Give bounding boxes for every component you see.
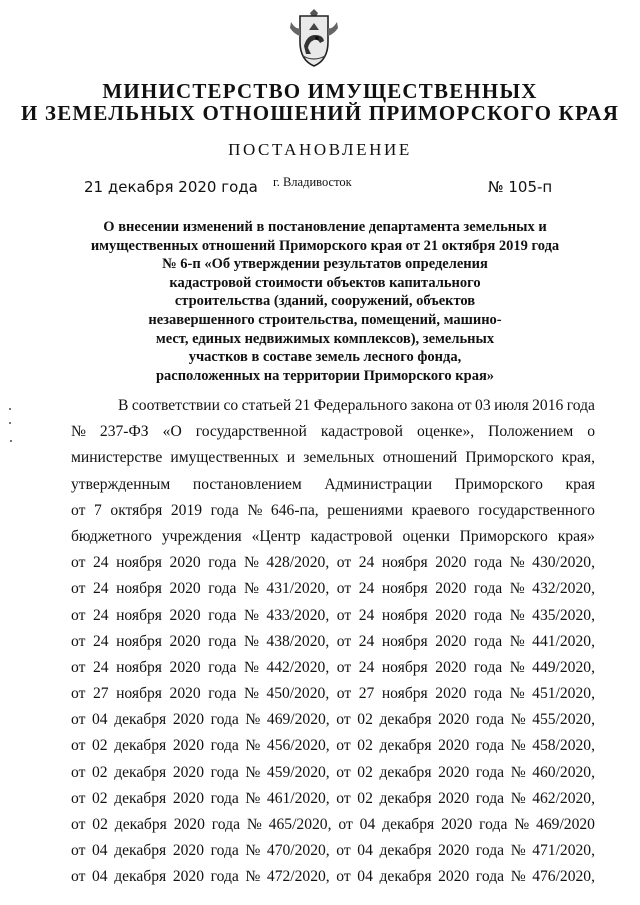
body-word: 21	[294, 397, 311, 414]
body-word: 24	[358, 580, 375, 598]
body-word: государственной	[195, 423, 307, 441]
title-line: кадастровой стоимости объектов капитального	[169, 274, 481, 291]
body-word: постановлением	[192, 475, 302, 493]
body-word: 2020	[172, 763, 204, 781]
body-word: 24	[358, 658, 375, 676]
body-word: №	[245, 711, 261, 729]
body-word: 02	[92, 737, 108, 755]
body-word: 449/2020,	[532, 658, 595, 676]
body-word: №	[243, 554, 259, 572]
body-word: №	[510, 842, 526, 860]
body-line	[71, 681, 595, 707]
body-word: земельных	[303, 449, 375, 467]
body-word: №	[245, 842, 261, 860]
body-line	[71, 838, 595, 864]
body-word: кадастровой	[320, 423, 403, 441]
body-word: №	[243, 580, 259, 598]
body-word: 2020	[438, 789, 470, 807]
body-word: декабря	[382, 816, 435, 833]
body-word: №	[247, 501, 263, 519]
body-word: 2020	[169, 685, 201, 703]
body-word: ноября	[381, 658, 428, 676]
body-word: о	[587, 423, 595, 441]
body-word: №	[514, 816, 530, 833]
body-word: 04	[92, 842, 108, 860]
body-word: 2020	[435, 606, 467, 624]
body-word: соответствии	[131, 397, 220, 414]
body-word: №	[510, 763, 526, 781]
body-word: 469/2020	[536, 816, 595, 833]
body-word: 461/2020,	[266, 789, 330, 807]
body-word: статьей	[241, 397, 292, 414]
body-word: ноября	[381, 554, 428, 572]
body-line	[71, 550, 595, 576]
body-word: от	[336, 658, 352, 676]
body-word: ноября	[116, 580, 162, 598]
body-word: «Центр	[251, 527, 301, 545]
body-word: 460/2020,	[532, 763, 595, 781]
body-word: 455/2020,	[532, 711, 595, 729]
body-word: от	[71, 842, 86, 860]
body-word: 02	[92, 789, 108, 807]
body-line	[71, 733, 595, 759]
body-word: года	[566, 397, 595, 414]
body-word: от	[336, 737, 351, 755]
body-word: 24	[92, 554, 109, 572]
body-word: декабря	[379, 737, 432, 755]
body-word: 24	[358, 632, 375, 650]
body-word: года	[473, 632, 503, 650]
body-word: 24	[92, 580, 109, 598]
body-word: 02	[357, 737, 373, 755]
body-word: 2020	[438, 711, 470, 729]
body-word: 431/2020,	[266, 580, 330, 598]
body-word: года	[210, 501, 239, 519]
body-word: 03	[475, 397, 491, 414]
body-word: 2020	[172, 868, 204, 886]
body-word: года	[475, 763, 505, 781]
body-word: от	[336, 606, 352, 624]
body-word: 27	[92, 685, 109, 703]
body-word: декабря	[114, 737, 167, 755]
body-word: 428/2020,	[266, 554, 330, 572]
body-word: года	[473, 606, 503, 624]
body-word: решениями	[327, 501, 403, 519]
body-word: 2020	[169, 606, 201, 624]
body-word: 04	[92, 711, 108, 729]
body-word: 432/2020,	[532, 580, 595, 598]
body-word: 2020	[169, 658, 201, 676]
body-line	[71, 812, 595, 838]
body-word: 456/2020,	[266, 737, 330, 755]
body-word: оценке»,	[416, 423, 475, 441]
body-word: 2020	[438, 868, 470, 886]
body-word: декабря	[379, 842, 432, 860]
decree-type-heading: ПОСТАНОВЛЕНИЕ	[228, 140, 412, 159]
title-line: имущественных отношений Приморского края от 21 октября 2019 года	[90, 237, 560, 254]
body-word: 2020	[441, 816, 473, 833]
body-word: от	[336, 685, 352, 703]
decree-date: 21 декабря 2020 года	[84, 178, 258, 196]
body-word: министерстве	[71, 449, 163, 467]
body-word: года	[211, 816, 240, 833]
body-word: от	[71, 580, 86, 598]
body-word: от	[71, 868, 86, 886]
body-word: краевого	[411, 501, 470, 519]
body-word: края»	[557, 527, 595, 545]
body-line	[71, 603, 595, 629]
body-word: ноября	[381, 580, 428, 598]
body-word: В	[118, 397, 129, 414]
body-line	[71, 393, 595, 419]
body-word: №	[510, 868, 526, 886]
body-word: №	[510, 711, 526, 729]
body-word: октября	[110, 501, 163, 519]
title-line: строительства (зданий, сооружений, объектов	[174, 293, 476, 310]
body-word: 2020	[169, 580, 201, 598]
title-line: незавершенного строительства, помещений, машино-	[148, 311, 502, 328]
body-word: №	[509, 554, 525, 572]
body-line	[71, 576, 595, 602]
body-word: года	[208, 580, 237, 598]
body-word: года	[473, 554, 503, 572]
body-word: 24	[92, 658, 109, 676]
body-word: Положением	[488, 423, 574, 441]
body-word: от	[71, 816, 86, 833]
body-word: года	[475, 868, 505, 886]
body-word: №	[509, 685, 525, 703]
body-word: от	[71, 632, 86, 650]
title-line: расположенных на территории Приморского края»	[155, 367, 495, 384]
body-word: от	[71, 711, 86, 729]
body-word: года	[210, 763, 239, 781]
body-word: утвержденным	[71, 475, 171, 493]
body-word: 441/2020,	[532, 632, 595, 650]
body-word: декабря	[379, 789, 432, 807]
body-word: 2020	[435, 685, 467, 703]
body-word: №	[245, 789, 261, 807]
body-word: №	[245, 737, 261, 755]
body-word: года	[475, 711, 505, 729]
body-word: ноября	[116, 632, 162, 650]
body-word: от	[71, 685, 86, 703]
body-word: 435/2020,	[532, 606, 595, 624]
body-word: имущественных	[170, 449, 279, 467]
body-word: №	[510, 737, 526, 755]
body-word: от	[336, 842, 351, 860]
body-line	[71, 524, 595, 550]
scan-speck	[10, 440, 12, 442]
body-word: 2020	[438, 737, 470, 755]
body-word: 470/2020,	[266, 842, 330, 860]
body-word: года	[208, 685, 237, 703]
body-word: Приморского	[454, 475, 543, 493]
body-word: ноября	[381, 632, 428, 650]
body-word: 2020	[435, 580, 467, 598]
body-word: 459/2020,	[266, 763, 330, 781]
body-word: и	[286, 449, 296, 467]
body-word: оценки	[402, 527, 450, 545]
body-word: №	[243, 632, 259, 650]
body-word: декабря	[114, 763, 167, 781]
body-word: 24	[358, 554, 375, 572]
decree-title	[60, 218, 590, 385]
body-word: 458/2020,	[532, 737, 595, 755]
body-word: кадастровой	[310, 527, 393, 545]
body-word: 472/2020,	[266, 868, 330, 886]
body-line	[71, 760, 595, 786]
body-word: от	[338, 816, 353, 833]
body-line	[71, 864, 595, 890]
body-word: от	[71, 789, 86, 807]
body-word: 02	[92, 763, 108, 781]
body-word: года	[210, 842, 239, 860]
body-word: со	[223, 397, 239, 414]
body-word: года	[208, 606, 237, 624]
body-word: ноября	[116, 685, 162, 703]
body-word: года	[208, 632, 237, 650]
body-word: ноября	[381, 685, 428, 703]
body-word: 430/2020,	[532, 554, 595, 572]
body-word: 24	[358, 606, 375, 624]
body-word: №	[245, 868, 261, 886]
body-word: года	[473, 685, 503, 703]
body-word: №	[243, 658, 259, 676]
body-line	[71, 786, 595, 812]
coat-of-arms-icon	[287, 8, 341, 70]
body-word: 2020	[169, 632, 201, 650]
body-word: года	[473, 580, 503, 598]
body-word: 2019	[170, 501, 203, 519]
body-word: от	[71, 763, 86, 781]
body-word: №	[71, 423, 86, 441]
body-word: 2020	[435, 658, 467, 676]
body-word: 462/2020,	[532, 789, 595, 807]
body-word: 2020	[173, 816, 205, 833]
body-word: бюджетного	[71, 527, 152, 545]
title-line: участков в составе земель лесного фонда,	[188, 349, 462, 366]
body-word: декабря	[114, 868, 167, 886]
body-word: года	[475, 842, 505, 860]
body-word: 646-па,	[270, 501, 319, 519]
body-word: года	[208, 554, 237, 572]
body-line	[71, 498, 595, 524]
body-word: от	[336, 711, 351, 729]
body-word: №	[243, 606, 259, 624]
body-word: 469/2020,	[266, 711, 330, 729]
body-line	[71, 629, 595, 655]
body-word: года	[473, 658, 503, 676]
body-word: 450/2020,	[266, 685, 330, 703]
body-word: отношений	[382, 449, 458, 467]
body-word: 04	[359, 816, 376, 833]
body-word: 2020	[438, 763, 470, 781]
body-word: 465/2020,	[268, 816, 332, 833]
ministry-name-line-2: И ЗЕМЕЛЬНЫХ ОТНОШЕНИЙ ПРИМОРСКОГО КРАЯ	[20, 101, 620, 125]
body-word: декабря	[114, 711, 167, 729]
body-word: №	[509, 632, 525, 650]
body-word: «О	[162, 423, 182, 441]
title-line: О внесении изменений в постановление департамента земельных и	[103, 219, 547, 235]
body-word: от	[336, 554, 352, 572]
body-line	[71, 419, 595, 445]
body-word: декабря	[379, 711, 432, 729]
body-word: учреждения	[161, 527, 242, 545]
body-word: года	[479, 816, 508, 833]
body-word: декабря	[114, 789, 167, 807]
body-word: от	[71, 501, 86, 519]
body-word: 24	[92, 606, 109, 624]
body-word: 2016	[532, 397, 564, 414]
body-word: года	[210, 737, 239, 755]
body-word: 433/2020,	[266, 606, 330, 624]
body-word: Приморского	[465, 449, 554, 467]
body-word: от	[71, 658, 86, 676]
body-word: года	[210, 868, 239, 886]
body-word: от	[457, 397, 472, 414]
body-word: 2020	[435, 554, 467, 572]
body-word: года	[210, 711, 239, 729]
body-word: края	[565, 475, 595, 493]
body-word: №	[245, 763, 261, 781]
body-word: Федерального	[313, 397, 408, 414]
body-word: закона	[410, 397, 454, 414]
body-word: декабря	[114, 842, 167, 860]
body-line	[71, 707, 595, 733]
body-word: №	[510, 789, 526, 807]
body-word: ноября	[381, 606, 428, 624]
body-word: 237-ФЗ	[99, 423, 149, 441]
decree-city: г. Владивосток	[273, 175, 352, 189]
scan-speck	[9, 408, 11, 410]
body-word: 02	[92, 816, 108, 833]
title-line: № 6-п «Об утверждении результатов определения	[162, 256, 488, 273]
body-word: 04	[357, 868, 373, 886]
body-word: года	[208, 658, 237, 676]
body-word: 438/2020,	[266, 632, 330, 650]
decree-number: № 105-п	[488, 178, 553, 196]
body-word: государственного	[478, 501, 595, 519]
body-word: от	[336, 632, 352, 650]
body-word: ноября	[116, 658, 162, 676]
body-word: 7	[94, 501, 102, 519]
body-word: 02	[357, 763, 373, 781]
body-word: 02	[357, 789, 373, 807]
body-word: №	[509, 606, 525, 624]
body-line	[71, 445, 595, 471]
body-word: года	[475, 789, 505, 807]
body-word: года	[475, 737, 505, 755]
body-word: Приморского	[459, 527, 548, 545]
body-word: 2020	[172, 842, 204, 860]
body-word: 442/2020,	[266, 658, 330, 676]
body-line	[71, 472, 595, 498]
body-word: 2020	[172, 789, 204, 807]
body-word: 2020	[435, 632, 467, 650]
body-word: от	[336, 763, 351, 781]
body-word: ноября	[116, 554, 162, 572]
body-word: №	[509, 658, 525, 676]
body-word: от	[71, 606, 86, 624]
body-word: 04	[357, 842, 373, 860]
body-line	[71, 655, 595, 681]
body-word: от	[336, 868, 351, 886]
title-line: мест, единых недвижимых комплексов), земельных	[155, 330, 495, 347]
body-word: 2020	[438, 842, 470, 860]
body-word: №	[243, 685, 259, 703]
body-word: №	[509, 580, 525, 598]
scan-speck	[9, 422, 11, 424]
body-word: декабря	[379, 868, 432, 886]
body-word: Администрации	[324, 475, 433, 493]
body-word: от	[336, 580, 352, 598]
body-word: 471/2020,	[532, 842, 595, 860]
body-word: края,	[561, 449, 595, 467]
ministry-name-line-1: МИНИСТЕРСТВО ИМУЩЕСТВЕННЫХ	[102, 79, 538, 103]
body-word: года	[210, 789, 239, 807]
body-word: 2020	[172, 711, 204, 729]
body-word: декабря	[379, 763, 432, 781]
body-word: июля	[494, 397, 529, 414]
body-word: 451/2020,	[532, 685, 595, 703]
body-word: 2020	[169, 554, 201, 572]
body-word: от	[71, 554, 86, 572]
body-word: ноября	[116, 606, 162, 624]
body-word: 24	[92, 632, 109, 650]
body-word: 04	[92, 868, 108, 886]
body-word: декабря	[114, 816, 167, 833]
body-word: от	[71, 737, 86, 755]
body-word: от	[336, 789, 351, 807]
decree-body	[71, 393, 595, 891]
body-word: 02	[357, 711, 373, 729]
body-word: 27	[358, 685, 375, 703]
body-word: 476/2020,	[532, 868, 595, 886]
body-word: №	[246, 816, 262, 833]
body-word: 2020	[172, 737, 204, 755]
